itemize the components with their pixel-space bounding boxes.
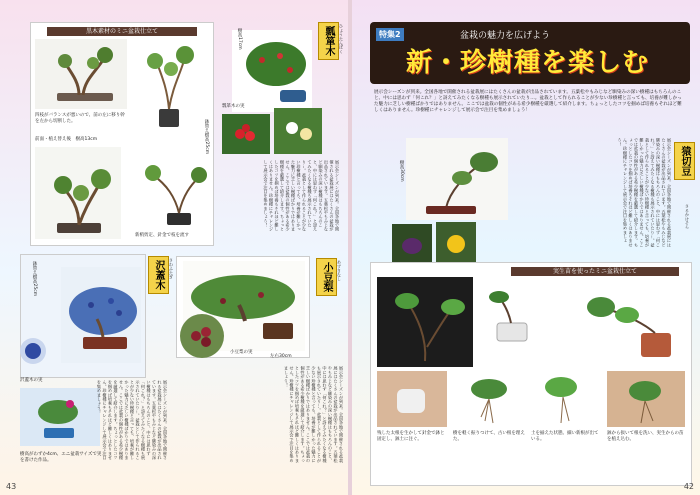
grafting-caption-4: 新梢剪定、針金で枝を流す <box>135 233 189 238</box>
seedling-photo-6 <box>531 371 601 427</box>
species-label-sarukake: 猿切豆 <box>674 142 695 180</box>
feature-subtitle: 盆栽の魅力を広げよう <box>460 31 551 41</box>
bonsai-photo-1 <box>35 39 127 109</box>
seedling-caption-3: 土を揃えた状態。細い新根が出ている。 <box>531 431 599 442</box>
roots-drawing-1 <box>453 371 525 427</box>
hyoutanboku-fruit-photo-1 <box>222 114 270 154</box>
sawafutagi-fruit-caption: 沢蓋木の実 <box>20 378 43 383</box>
azukinashi-meta: 左右30cm <box>270 354 292 359</box>
sarukake-meta: 樹高30cm <box>399 160 404 182</box>
grafting-caption-2: 鉢替え樹高25cm <box>204 119 209 155</box>
seedling-photo-7 <box>607 371 685 427</box>
right-page-number: 42 <box>683 482 694 491</box>
left-lower-text: 展示会シーズンが到来。全国各地で開催される盆栽展にはたくさんの盆栽が出品されています。五葉松やもみじなど馴染みの深い樹種はもちろんのこと、中には思わず「何これ？」と訝えてみたくなる樹種も展示されていたり…。盆栽として作られることが少ない珍樹種と言っても、培養が難しかった魅力に乏しい樹種ばかりではありません。ここでは盆栽の個性がある希少樹種を厳選して紹介します。ちょっとしたコツを掴めば培養もそれほど難しくはありません。珍樹種にチャレンジして展示会で注目を集めましょう！ <box>97 380 168 460</box>
flower-drawing-1 <box>274 108 322 154</box>
seedling-photo-1 <box>377 277 473 367</box>
seedling-box <box>370 262 692 486</box>
berry-drawing <box>20 338 46 364</box>
seedling-caption-2: 樹を軽く振りつけて、古い根を理えた。 <box>453 431 525 442</box>
species-label-hyoutanboku: 瓢箪木 <box>318 22 339 60</box>
tree-drawing-12 <box>571 285 683 369</box>
mini-bonsai-photo <box>20 388 100 446</box>
flower-drawing-3 <box>436 222 476 266</box>
seedling-photo-3 <box>571 285 683 369</box>
seedling-box-title: 実生苗を使ったミニ盆栽仕立て <box>511 267 679 276</box>
tree-drawing-3 <box>35 147 121 239</box>
fruit-drawing-1 <box>222 114 270 154</box>
sarukake-text: 展示会シーズンが到来。全国各地で開催される盆栽展にはたくさんの盆栽が出品されています。五葉松やもみじなど馴染みの深い樹種はもちろんのこと、中には思わず「何これ？」と訝えてみたくなる樹種も展示されていたり…。盆栽として作られることが少ない珍樹種と言っても、培養が難しかった魅力に乏しい樹種ばかりではありません。ここでは盆栽の個性がある希少樹種を厳選して紹介します。ちょっとしたコツを掴めば培養もそれほど難しくはありません。珍樹種にチャレンジして展示会で注目を集めましょう！ <box>617 138 672 247</box>
feature-header <box>370 22 690 84</box>
roots-drawing-2 <box>531 371 601 427</box>
hand-drawing-1 <box>377 371 447 427</box>
sarukake-flower-photo-2 <box>436 222 476 266</box>
hyoutanboku-fruit-caption: 瓢箪木の実 <box>222 104 245 109</box>
hyoutanboku-meta: 樹高17cm <box>237 28 242 50</box>
species-label-azukinashi: 小豆梨 <box>316 258 337 296</box>
species-reading-azukinashi: あずきなし <box>337 260 342 281</box>
sarukake-photo <box>406 138 508 220</box>
hyoutanboku-photo <box>232 30 312 112</box>
flower-drawing-2 <box>392 224 432 266</box>
bonsai-photo-2 <box>133 39 205 131</box>
seedling-caption-1: 残した太根を生かして針金で鉢と固定し、鉢土に注ぐ。 <box>377 431 445 442</box>
tree-drawing-10 <box>377 277 473 367</box>
tree-drawing-6 <box>61 267 141 363</box>
species-reading-sarukake: さるかけそら <box>685 204 690 230</box>
tree-drawing-5 <box>232 30 312 112</box>
azukinashi-fruit-photo <box>180 314 224 358</box>
hand-drawing-2 <box>607 371 685 427</box>
sawafutagi-photo <box>61 267 141 363</box>
azukinashi-fruit-caption: 小豆梨の実 <box>230 350 253 355</box>
bonsai-photo-4 <box>127 155 209 231</box>
left-article-text: 展示会シーズンが到来。全国各地で開催される盆栽展にはたくさんの盆栽が出品されています。五葉松やもみじなど馴染みの深い樹種はもちろんのこと、中には思わず「何これ？」と訝えてみたくなる樹種も展示されていたり…。盆栽として作られることが少ない珍樹種と言っても、培養が難しかった魅力に乏しい樹種ばかりではありません。ここでは盆栽の個性がある希少樹種を厳選して紹介します。ちょっとしたコツを掴めば培養もそれほど難しくはありません。珍樹種にチャレンジして展示会で注目を集めましょう！ <box>263 160 340 232</box>
hyoutanboku-flower-photo <box>274 108 322 154</box>
grafting-box-title: 黒木素材のミニ盆栽仕立て <box>47 27 197 36</box>
grafting-caption-3: 前面・植え替え後 樹高13cm <box>35 137 98 142</box>
species-label-sawafutagi: 沢蓋木 <box>148 256 169 294</box>
tree-drawing-7 <box>20 388 100 446</box>
tree-drawing-9 <box>406 138 508 220</box>
feature-tag: 特集2 <box>376 28 404 41</box>
fruit-drawing-2 <box>180 314 224 358</box>
tree-drawing-4 <box>127 155 209 231</box>
feature-intro: 展示会シーズンが到来。全国各地で開催される盆栽展にはたくさんの盆栽が出品されています。五葉松やもみじなど馴染みの深い樹種はもちろんのこと、中には思わず「何これ？」と訝えてみたくなる樹種も展示されていたり…。盆栽として作られることが少ない珍樹種と言っても、培養が難しかった魅力に乏しい樹種ばかりではありません。ここでは盆栽の個性がある希少樹種を厳選して紹介します。ちょっとしたコツを掴めば培養もそれほど難しくはありません。珍樹種にチャレンジして展示会で注目を集めましょう！ <box>374 90 682 113</box>
species-reading-hyoutanboku: ひょうたんぼく <box>339 24 344 54</box>
azukinashi-text: 展示会シーズンが到来。全国各地で開催される盆栽展にはたくさんの盆栽が出品されています。五葉松やもみじなど馴染みの深い樹種はもちろんのこと、中には思わず「何これ？」と訝えてみたくなる樹種も展示されていたり…。盆栽として作られることが少ない珍樹種と言っても、培養が難しかった魅力に乏しい樹種ばかりではありません。ここでは盆栽の個性がある希少樹種を厳選して紹介します。ちょっとしたコツを掴めば培養もそれほど難しくはありません。珍樹種にチャレンジして展示会で注目を集めましょう！ <box>284 366 344 463</box>
bonsai-photo-3 <box>35 147 121 239</box>
sarukake-flower-photo-1 <box>392 224 432 266</box>
left-page <box>0 0 348 495</box>
seedling-photo-5 <box>453 371 525 427</box>
seedling-photo-2 <box>475 283 549 351</box>
tree-drawing-11 <box>475 283 549 351</box>
sawafutagi-meta: 鉢替え樹高25cm <box>32 261 37 297</box>
tree-drawing-2 <box>133 39 205 131</box>
tree-drawing-1 <box>35 39 127 109</box>
mini-bonsai-caption: 樹高がわずか4cm、エニ盆栽サイズで実を書けた作品。 <box>20 452 102 463</box>
seedling-caption-4: 鉢から抜いて根を洗い、実生からの苗を植え込む。 <box>607 431 684 442</box>
feature-title: 新・珍樹種を楽しむ <box>406 48 650 78</box>
grafting-caption-1: 四枝がバランスが悪いので、前の左に移り幹を左から切断した。 <box>35 113 125 124</box>
grafting-box <box>30 22 214 246</box>
right-page <box>352 0 700 495</box>
left-page-number: 43 <box>6 482 17 491</box>
seedling-photo-4 <box>377 371 447 427</box>
sawafutagi-berry-photo <box>20 338 46 364</box>
species-reading-sawafutagi: さわふたぎ <box>169 258 174 279</box>
